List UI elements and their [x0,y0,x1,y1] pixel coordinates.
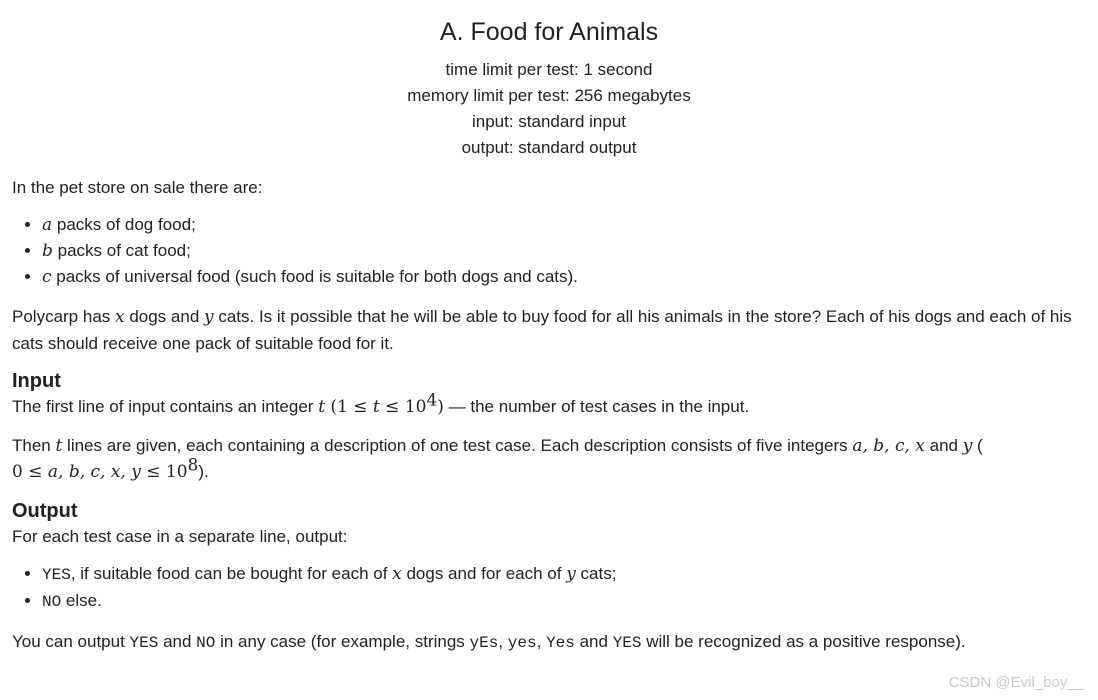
output-intro: For each test case in a separate line, output: [12,526,348,546]
output-section-title: Output [12,499,78,522]
problem-header [12,16,1086,161]
statement-question [12,304,1086,356]
math-exponent: 4 [426,390,438,411]
math-var: y [204,307,214,327]
watermark: CSDN @Evil_boy__ [948,673,1084,691]
text-segment: in any case (for example, strings [215,632,470,651]
math-var: a [42,215,53,235]
text-segment: dogs and [124,307,204,326]
text-segment: cats. Is it possible that he will be able to buy food for all his animals in the store? Each of his dogs and each of his cats should receive one pack of suitable food for it. [12,307,1072,353]
math-var: t [318,397,326,417]
output-type: output: standard output [461,137,637,157]
math-var: a, b, c, x [852,435,925,456]
text-segment: Then [12,435,56,455]
code-yes: YES [129,634,159,652]
text-segment: ( [972,435,983,455]
text-segment: else. [61,591,102,610]
math-var: b [42,241,53,261]
code-no: NO [42,593,62,611]
text-segment: , if suitable food can be bought for each of [70,564,393,583]
math-text: (1 ≤ [325,397,373,417]
statement-intro: In the pet store on sale there are: [12,177,263,197]
math-var: t [55,435,63,456]
list-item-text: packs of universal food (such food is suitable for both dogs and cats). [51,267,578,286]
input-section-title: Input [12,370,61,392]
text-segment: and [158,632,197,651]
list-item-text: packs of cat food; [52,241,191,260]
math-var: t [372,397,380,417]
code-example: YES [612,634,642,652]
text-segment: , [536,632,547,651]
list-item [42,588,1086,615]
text-segment: and [574,632,613,651]
text-segment: will be recognized as a positive response). [641,632,966,651]
math-text: ) [437,397,444,417]
text-segment: , [498,632,508,651]
input-line-1 [12,390,1086,421]
list-item [42,212,1086,238]
text-segment: and [924,435,963,455]
text-segment: — the number of test cases in the input. [443,397,750,416]
input-type: input: standard input [471,111,627,131]
math-var: y [566,564,576,584]
list-item [42,264,1086,290]
code-example: yes [507,634,537,652]
food-list [12,212,1086,290]
output-note [12,629,1086,655]
math-var: x [115,307,125,327]
math-var: y [962,435,973,456]
memory-limit: memory limit per test: 256 megabytes [407,85,691,105]
code-yes: YES [42,566,71,584]
code-no: NO [196,634,216,652]
math-var: x [392,564,402,584]
input-line-2 [12,433,1086,486]
list-item [42,238,1086,264]
text-segment: You can output [12,632,130,651]
list-item-text: packs of dog food; [52,215,196,234]
text-segment: Polycarp has [12,307,115,326]
math-text: ≤ 10 [379,397,427,417]
problem-title: A. Food for Animals [439,18,659,46]
text-segment: dogs and for each of [401,564,567,583]
text-segment: cats; [575,564,617,583]
list-item [42,561,1086,588]
text-segment: The first line of input contains an integer [12,397,319,416]
time-limit: time limit per test: 1 second [445,59,653,79]
math-text: ≤ 10 [140,462,188,482]
text-segment: ). [198,462,209,481]
math-var: a, b, c, x, y [47,462,141,482]
code-example: Yes [546,634,575,652]
text-segment: lines are given, each containing a description of one test case. Each description consists of five integers [62,435,853,455]
math-exponent: 8 [187,455,199,476]
output-list [12,561,1086,615]
math-var: c [42,267,52,287]
math-text: 0 ≤ [12,462,48,482]
code-example: yEs [469,634,499,652]
